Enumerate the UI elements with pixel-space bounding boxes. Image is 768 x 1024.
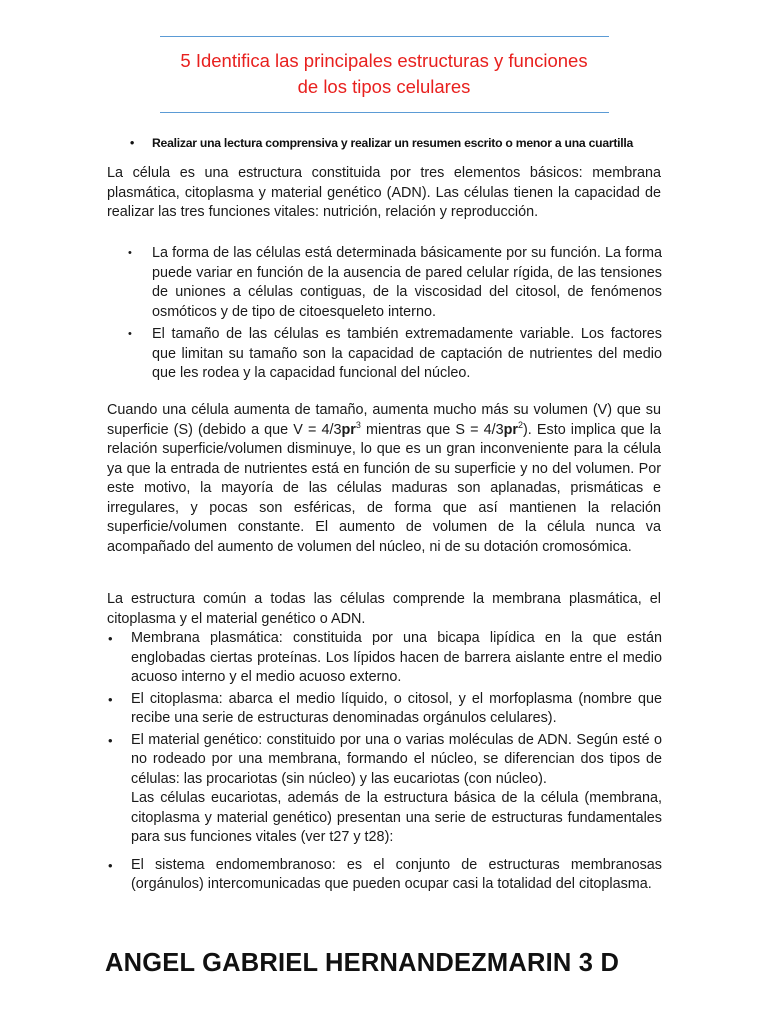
- list-item: [128, 244, 662, 322]
- bullet-icon: •: [128, 247, 132, 259]
- list-item: [108, 856, 662, 895]
- title-line-2: de los tipos celulares: [297, 76, 471, 97]
- radius-symbol: r: [512, 421, 518, 438]
- list-item: [108, 731, 662, 848]
- cell-components-list: [108, 629, 662, 897]
- bullet-icon: •: [108, 857, 113, 873]
- eukaryote-note: Las células eucariotas, además de la estructura básica de la célula (membrana, citoplasma y material genético) presentan una serie de estructuras fundamentales para sus funciones vitales (ver t27 y t28):: [131, 790, 662, 845]
- list-item-text: El sistema endomembranoso: es el conjunto de estructuras membranosas (orgánulos) intercomunicadas que pueden ocupar casi la totalidad del citoplasma.: [131, 856, 662, 892]
- list-item-text: El material genético: constituido por una o varias moléculas de ADN. Según esté o no rodeado por una membrana, formando el núcleo, se diferencian dos tipos de células: las procariotas (sin núcleo) y las eucariotas (con núcleo).: [131, 731, 662, 787]
- list-item: [108, 690, 662, 729]
- list-item: [128, 325, 662, 384]
- title-bottom-rule: [160, 112, 609, 113]
- exponent: 2: [518, 419, 524, 430]
- pi-symbol: p: [503, 421, 513, 438]
- radius-symbol: r: [350, 421, 356, 438]
- intro-paragraph: La célula es una estructura constituida por tres elementos básicos: membrana plasmática, citoplasma y material genético (ADN). Las células tienen la capacidad de realizar las tres funciones vitales: nutrición, relación y reproducción.: [107, 165, 661, 220]
- bullet-icon: •: [130, 136, 135, 150]
- list-item-text: La forma de las células está determinada básicamente por su función. La forma puede variar en función de la ausencia de pared celular rígida, de las tensiones de uniones a células contiguas, de la viscosidad del citosol, de fenómenos osmóticos y de tipo de citoesqueleto interno.: [152, 245, 662, 320]
- instruction-text: Realizar una lectura comprensiva y realizar un resumen escrito o menor a una cuartilla: [152, 136, 634, 150]
- list-item: [108, 629, 662, 688]
- title-top-rule: [160, 36, 609, 37]
- pi-symbol: p: [341, 421, 351, 438]
- cell-form-size-list: [128, 244, 662, 387]
- bullet-icon: •: [108, 691, 113, 707]
- volume-text-part-3: ). Esto implica que la relación superficie/volumen disminuye, lo que es un gran inconveniente para la célula ya que la entrada de nutrientes está en función de su superficie y no del volumen. Por este motivo, la mayoría de las células maduras son aplanadas, prismáticas e irregulares, y pocas son esféricas, de forma que así mantienen la relación superficie/volumen constante. El aumento de volumen de la célula nunca va acompañado del aumento de volumen del núcleo, ni de su dotación cromosómica.: [107, 421, 661, 555]
- author-signature: ANGEL GABRIEL HERNANDEZMARIN 3 D: [105, 949, 620, 977]
- exponent: 3: [355, 419, 361, 430]
- volume-text-part-2: mientras que S = 4/3: [360, 421, 504, 438]
- title-line-1: 5 Identifica las principales estructuras y funciones: [180, 50, 588, 71]
- volume-paragraph: [107, 401, 661, 557]
- list-item-text: El citoplasma: abarca el medio líquido, o citosol, y el morfoplasma (nombre que recibe una serie de estructuras denominadas orgánulos celulares).: [131, 690, 662, 726]
- bullet-icon: •: [128, 328, 132, 340]
- structure-intro-paragraph: La estructura común a todas las células comprende la membrana plasmática, el citoplasma y el material genético o ADN.: [107, 591, 661, 627]
- volume-text-part-1: Cuando una célula aumenta de tamaño, aumenta mucho más su volumen (V) que su superficie (S) (debido a que V = 4/3: [107, 402, 661, 438]
- page-title: [120, 48, 648, 100]
- bullet-icon: •: [108, 732, 113, 748]
- list-item-text: Membrana plasmática: constituida por una bicapa lipídica en la que están englobadas ciertas proteínas. Los lípidos hacen de barrera aislante entre el medio acuoso interno y el medio acuoso externo.: [131, 630, 662, 685]
- list-item-text: El tamaño de las células es también extremadamente variable. Los factores que limitan su tamaño son la capacidad de captación de nutrientes del medio que les rodea y la capacidad funcional del núcleo.: [152, 326, 662, 381]
- bullet-icon: •: [108, 631, 113, 646]
